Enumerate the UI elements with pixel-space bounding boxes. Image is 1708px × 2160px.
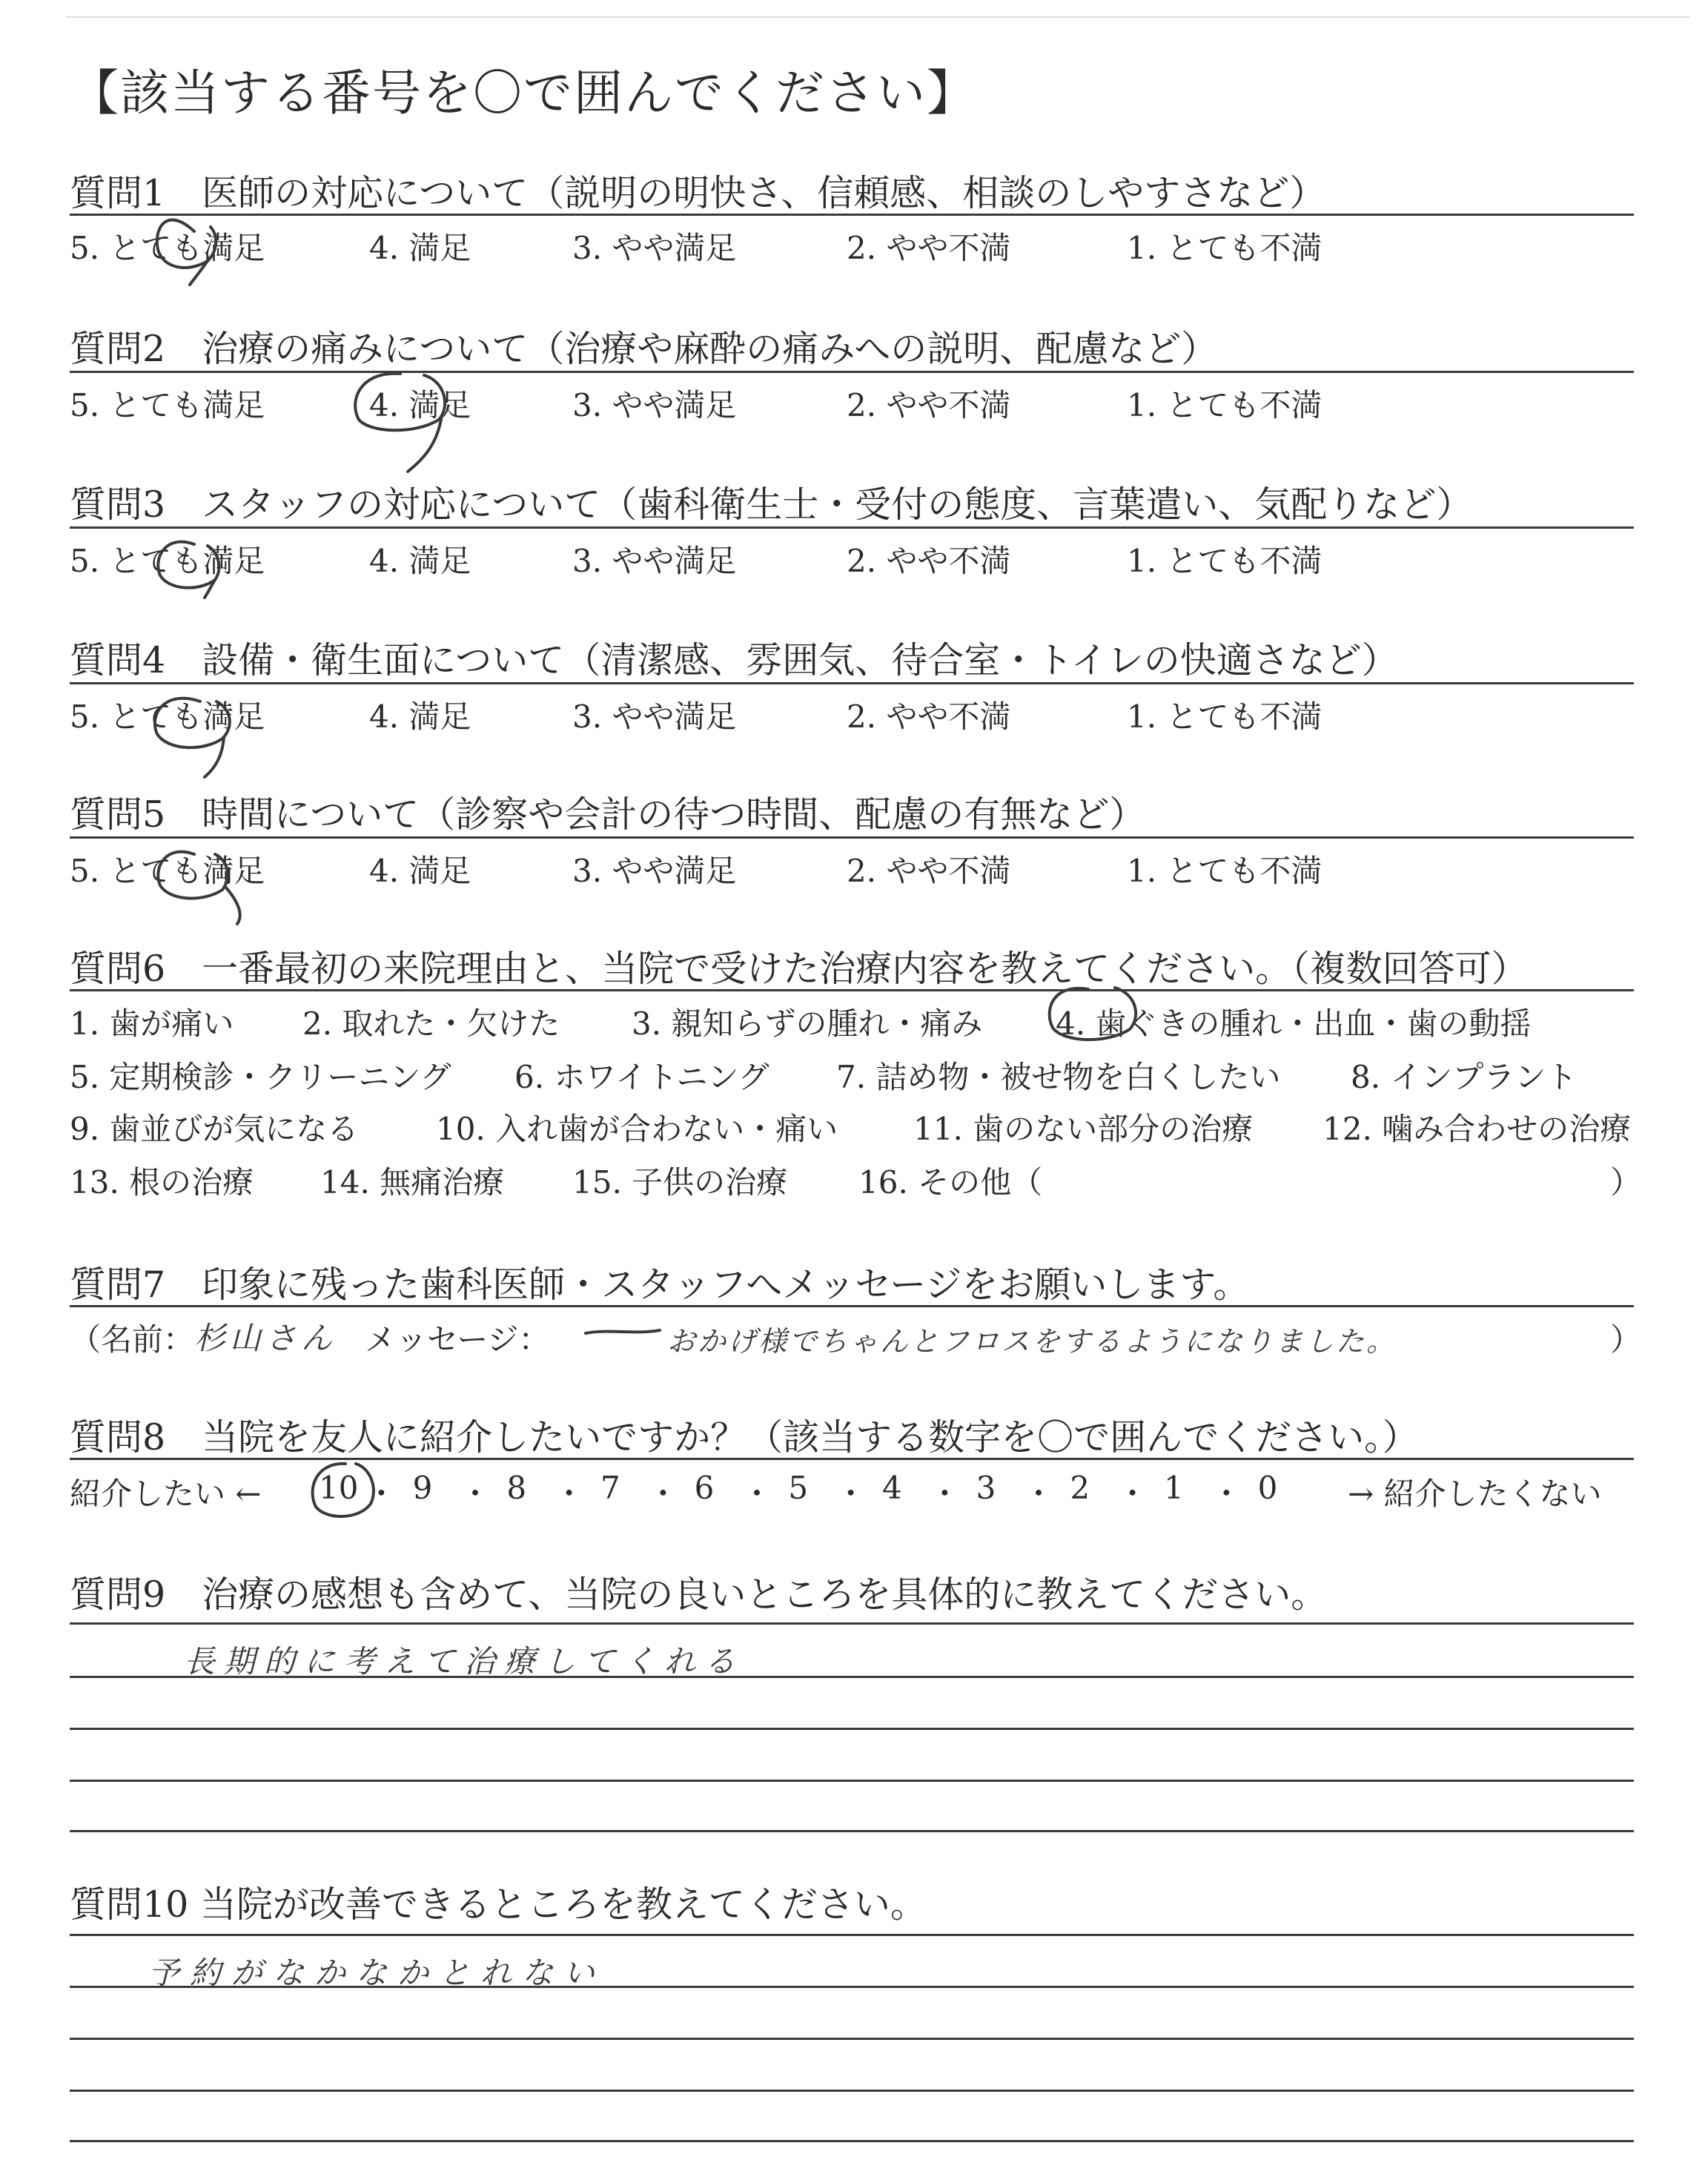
q7-name-label: （名前： (70, 1321, 195, 1358)
q6-option-9[interactable]: 9. 歯並びが気になる (70, 1111, 359, 1147)
q3-option-3[interactable]: 3. やや満足 (572, 543, 737, 579)
q4-option-1[interactable]: 1. とても不満 (1127, 698, 1323, 735)
q8-scale-value-7[interactable]: 7 (600, 1470, 620, 1506)
q8-scale-separator: ・ (460, 1476, 491, 1512)
q8-scale-value-5[interactable]: 5 (788, 1470, 809, 1506)
q9-answer-handwritten[interactable]: 長期的に考えて治療してくれる (184, 1643, 745, 1680)
q8-scale-value-2[interactable]: 2 (1070, 1470, 1090, 1506)
q8-scale-separator: ・ (553, 1476, 585, 1512)
q6-option-3[interactable]: 3. 親知らずの腫れ・痛み (632, 1005, 983, 1042)
q3-selection-circle (158, 542, 219, 598)
q8-scale-separator: ・ (1211, 1476, 1242, 1512)
q2-option-2[interactable]: 2. やや不満 (847, 387, 1011, 423)
q8-scale-value-4[interactable]: 4 (882, 1470, 902, 1506)
question-7-title: 質問7 印象に残った歯科医師・スタッフへメッセージをお願いします。 (70, 1264, 1250, 1306)
q6-option-2[interactable]: 2. 取れた・欠けた (302, 1005, 560, 1042)
question-1-title: 質問1 医師の対応について（説明の明快さ、信頼感、相談のしやすさなど） (70, 172, 1326, 214)
q5-selection-circle (158, 852, 239, 924)
question-9-title: 質問9 治療の感想も含めて、当院の良いところを具体的に教えてください。 (70, 1573, 1328, 1616)
q8-scale-value-3[interactable]: 3 (976, 1470, 996, 1506)
q8-scale-separator: ・ (365, 1476, 397, 1512)
q5-option-3[interactable]: 3. やや満足 (572, 853, 737, 889)
q8-scale-value-1[interactable]: 1 (1164, 1470, 1184, 1506)
q6-option-14[interactable]: 14. 無痛治療 (320, 1164, 505, 1200)
q7-message-label: メッセージ： (365, 1321, 550, 1358)
q6-option-16[interactable]: 16. その他（ (858, 1164, 1043, 1200)
q8-scale-separator: ・ (1023, 1476, 1055, 1512)
q6-option-12[interactable]: 12. 噛み合わせの治療 (1323, 1111, 1632, 1147)
q7-name-handwritten[interactable]: 杉山さん (194, 1320, 337, 1356)
q1-selection-circle (157, 220, 216, 285)
q8-right-label: → 紹介したくない (1348, 1476, 1602, 1512)
q1-option-4[interactable]: 4. 満足 (369, 230, 471, 266)
q5-option-1[interactable]: 1. とても不満 (1127, 853, 1323, 889)
q3-option-4[interactable]: 4. 満足 (369, 543, 471, 579)
question-2-title: 質問2 治療の痛みについて（治療や麻酔の痛みへの説明、配慮など） (70, 328, 1218, 370)
q4-option-5[interactable]: 5. とても満足 (70, 698, 265, 735)
q8-scale-separator: ・ (835, 1476, 867, 1512)
q6-option-10[interactable]: 10. 入れ歯が合わない・痛い (436, 1111, 838, 1147)
q8-scale-value-10[interactable]: 10 (319, 1470, 359, 1506)
q6-option-1[interactable]: 1. 歯が痛い (70, 1005, 234, 1042)
q4-selection-circle (155, 698, 230, 777)
q1-option-2[interactable]: 2. やや不満 (847, 230, 1011, 266)
q2-option-1[interactable]: 1. とても不満 (1127, 387, 1323, 423)
q10-answer-handwritten[interactable]: 予約がなかなかとれない (148, 1955, 606, 1991)
q3-option-1[interactable]: 1. とても不満 (1127, 543, 1323, 579)
question-8-title: 質問8 当院を友人に紹介したいですか？（該当する数字を〇で囲んでください。） (70, 1416, 1419, 1459)
question-4-title: 質問4 設備・衛生面について（清潔感、雰囲気、待合室・トイレの快適さなど） (70, 639, 1398, 681)
q7-message-handwritten[interactable]: おかげ様でちゃんとフロスをするようになりました。 (667, 1325, 1397, 1358)
q6-option-11[interactable]: 11. 歯のない部分の治療 (913, 1111, 1254, 1147)
q5-option-5[interactable]: 5. とても満足 (70, 853, 265, 889)
q4-option-2[interactable]: 2. やや不満 (847, 698, 1011, 735)
q8-scale-value-8[interactable]: 8 (506, 1470, 527, 1506)
q8-scale-value-6[interactable]: 6 (694, 1470, 715, 1506)
page-title: 【該当する番号を〇で囲んでください】 (70, 65, 977, 122)
q2-option-4[interactable]: 4. 満足 (369, 387, 471, 423)
question-3-title: 質問3 スタッフの対応について（歯科衛生士・受付の態度、言葉遣い、気配りなど） (70, 483, 1473, 526)
question-5-title: 質問5 時間について（診察や会計の待つ時間、配慮の有無など） (70, 793, 1146, 836)
q5-option-2[interactable]: 2. やや不満 (847, 853, 1011, 889)
q4-option-3[interactable]: 3. やや満足 (572, 698, 737, 735)
q3-option-2[interactable]: 2. やや不満 (847, 543, 1011, 579)
q6-option-15[interactable]: 15. 子供の治療 (572, 1164, 788, 1200)
q8-scale-separator: ・ (1116, 1476, 1148, 1512)
q4-option-4[interactable]: 4. 満足 (369, 698, 471, 735)
q7-strike-through (586, 1330, 660, 1333)
q7-close-paren: ） (1610, 1321, 1642, 1358)
question-6-title: 質問6 一番最初の来院理由と、当院で受けた治療内容を教えてください。（複数回答可） (70, 948, 1528, 990)
q2-selection-circle (355, 374, 445, 472)
q6-other-close-paren: ） (1610, 1164, 1642, 1200)
q8-selection-circle (313, 1464, 374, 1516)
q8-scale-value-9[interactable]: 9 (412, 1470, 433, 1506)
question-10-title: 質問10 当院が改善できるところを教えてください。 (70, 1883, 927, 1926)
q3-option-5[interactable]: 5. とても満足 (70, 543, 265, 579)
q6-option-4[interactable]: 4. 歯ぐきの腫れ・出血・歯の動揺 (1056, 1005, 1532, 1042)
q1-option-3[interactable]: 3. やや満足 (572, 230, 737, 266)
q6-option-7[interactable]: 7. 詰め物・被せ物を白くしたい (836, 1059, 1281, 1095)
q2-option-5[interactable]: 5. とても満足 (70, 387, 265, 423)
q6-option-8[interactable]: 8. インプラント (1351, 1059, 1578, 1095)
q6-option-5[interactable]: 5. 定期検診・クリーニング (70, 1059, 451, 1095)
q8-scale-separator: ・ (929, 1476, 961, 1512)
q1-option-5[interactable]: 5. とても満足 (70, 230, 265, 266)
q5-option-4[interactable]: 4. 満足 (369, 853, 471, 889)
q8-scale-value-0[interactable]: 0 (1257, 1470, 1278, 1506)
q1-option-1[interactable]: 1. とても不満 (1127, 230, 1323, 266)
q6-option-13[interactable]: 13. 根の治療 (70, 1164, 254, 1200)
q2-option-3[interactable]: 3. やや満足 (572, 387, 737, 423)
q6-option-6[interactable]: 6. ホワイトニング (514, 1059, 769, 1095)
q8-scale-separator: ・ (647, 1476, 679, 1512)
q8-scale-separator: ・ (741, 1476, 773, 1512)
q8-left-label: 紹介したい ← (70, 1476, 262, 1512)
q6-selection-circle (1050, 988, 1136, 1040)
